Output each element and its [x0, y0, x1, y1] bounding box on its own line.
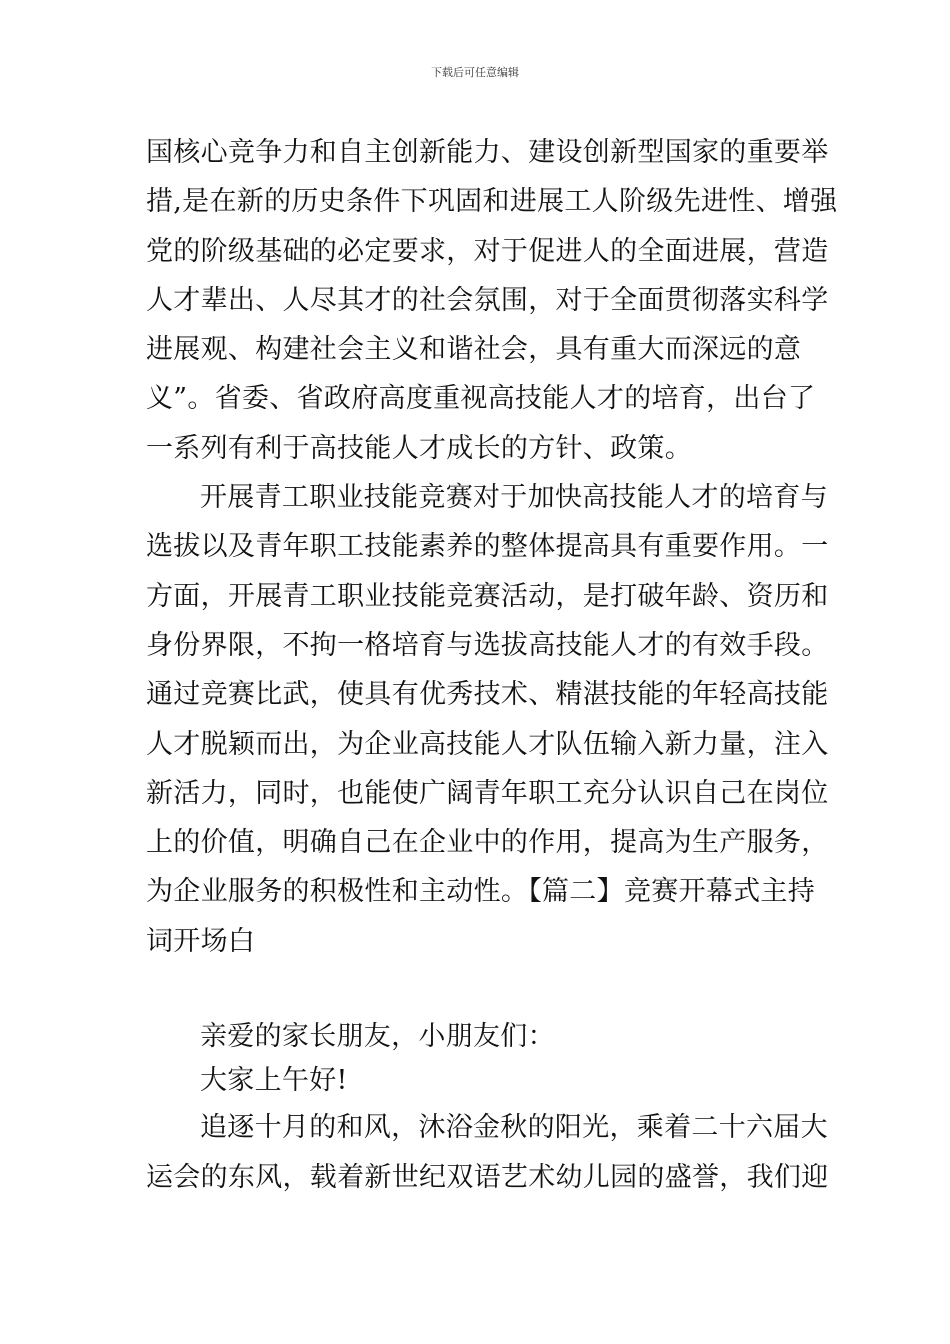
text-line: 运会的东风，载着新世纪双语艺术幼儿园的盛誉，我们迎 [146, 1161, 829, 1193]
paragraph-3 [146, 1103, 829, 1202]
text-line: 选拔以及青年职工技能素养的整体提高具有重要作用。一 [146, 531, 829, 563]
text-line: 进展观、构建社会主义和谐社会，具有重大而深远的意 [146, 334, 802, 366]
text-line: 人才辈出、人尽其才的社会氛围，对于全面贯彻落实科学 [146, 284, 829, 316]
greeting-block [146, 1015, 810, 1103]
text-line: 党的阶级基础的必定要求，对于促进人的全面进展，营造 [146, 235, 829, 267]
text-line: 为企业服务的积极性和主动性。【篇二】竞赛开幕式主持 [146, 876, 815, 908]
salutation-line: 亲爱的家长朋友，小朋友们： [200, 1021, 555, 1053]
text-line: 措,是在新的历史条件下巩固和进展工人阶级先进性、增强 [146, 186, 838, 218]
text-line: 通过竞赛比武，使具有优秀技术、精湛技能的年轻高技能 [146, 679, 829, 711]
text-line: 追逐十月的和风，沐浴金秋的阳光，乘着二十六届大 [200, 1112, 828, 1144]
text-line: 开展青工职业技能竞赛对于加快高技能人才的培育与 [200, 482, 828, 514]
text-line: 人才脱颖而出，为企业高技能人才队伍输入新力量，注入 [146, 728, 829, 760]
text-line: 国核心竞争力和自主创新能力、建设创新型国家的重要举 [146, 137, 829, 168]
text-line: 词开场白 [146, 925, 256, 957]
text-line: 义”。省委、省政府高度重视高技能人才的培育，出台了 [146, 383, 816, 415]
paragraph-1 [146, 128, 838, 473]
text-line: 新活力，同时，也能使广阔青年职工充分认识自己在岗位 [146, 777, 829, 809]
document-body [146, 128, 838, 1202]
page-header: 下载后可任意编辑 [431, 66, 519, 79]
text-line: 一系列有利于高技能人才成长的方针、政策。 [146, 432, 692, 464]
blank-line [146, 966, 810, 1015]
paragraph-2 [146, 473, 829, 966]
text-line: 上的价值，明确自己在企业中的作用，提高为生产服务， [146, 827, 829, 859]
text-line: 身份界限，不拘一格培育与选拔高技能人才的有效手段。 [146, 629, 829, 661]
text-line: 方面，开展青工职业技能竞赛活动，是打破年龄、资历和 [146, 580, 829, 612]
hello-line: 大家上午好! [200, 1065, 348, 1097]
